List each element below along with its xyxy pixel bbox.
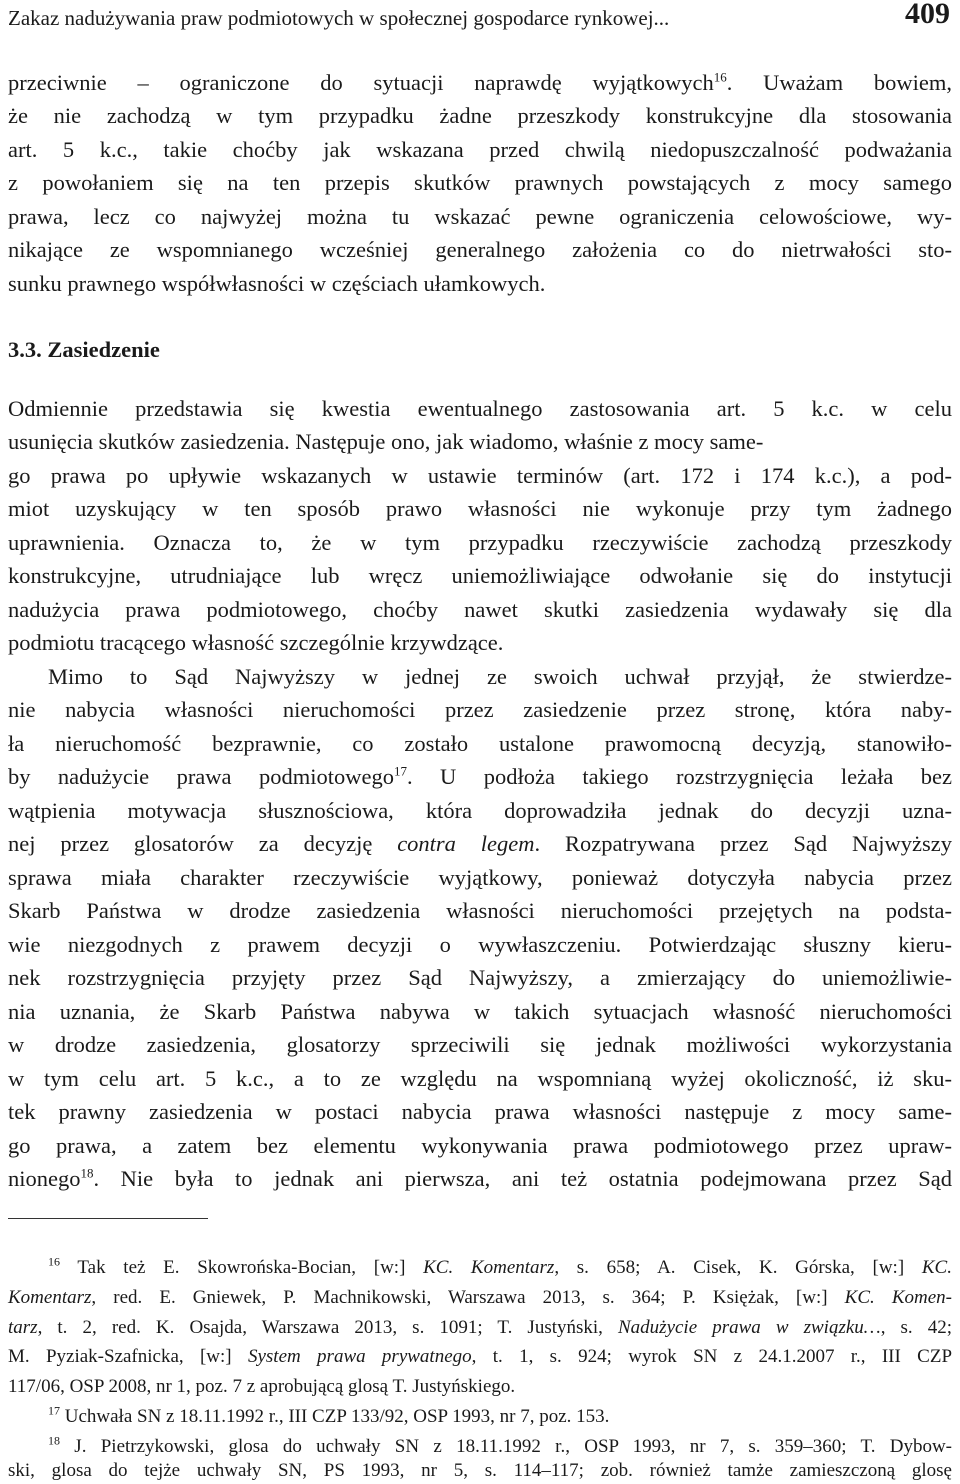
text-line: nek rozstrzygnięcia przyjęty przez Sąd Najwyższy, a zmierzający do uniemożliwie- (8, 965, 952, 990)
text-line: go prawa, a zatem bez elementu wykonywania prawa podmiotowego przez upraw- (8, 1133, 952, 1158)
text-line: sunku prawnego współwłasności w częściach ułamkowych. (8, 271, 546, 296)
text-line: przeciwnie – ograniczone do sytuacji naprawdę wyjątkowych$^{16}$. Uważam bowiem, (8, 69, 952, 95)
text-line: w tym celu art. 5 k.c., a to ze względu na wspomnianą wyżej okoliczność, iż sku- (8, 1066, 952, 1091)
text-line: Mimo to Sąd Najwyższy w jednej ze swoich uchwał przyjął, że stwierdze- (48, 664, 952, 689)
text-line: nikające ze wspomnianego wcześniej generalnego założenia co do nietrwałości sto- (8, 237, 952, 262)
footnote-line: Komentarz, red. E. Gniewek, P. Machnikowski, Warszawa 2013, s. 364; P. Księżak, [w:] KC. Komen- (8, 1287, 952, 1308)
text-line: podmiotu tracącego własność szczególnie krzywdzące. (8, 630, 504, 655)
text-line: nie nabycia własności nieruchomości przez zasiedzenie przez stronę, która naby- (8, 697, 952, 722)
footnote-line: ski, glosa do tejże uchwały SN, PS 1993, nr 5, s. 114–117; zob. również tamże zamieszczoną glosę (8, 1460, 952, 1481)
text-line: że nie zachodzą w tym przypadku żadne przeszkody konstrukcyjne dla stosowania (8, 103, 952, 128)
text-line: usunięcia skutków zasiedzenia. Następuje ono, jak wiadomo, właśnie z mocy same- (8, 429, 764, 454)
text-line: konstrukcyjne, utrudniające lub wręcz uniemożliwiające odwołanie się do instytucji (8, 563, 952, 588)
text-line: uprawnienia. Oznacza to, że w tym przypadku rzeczywiście zachodzą przeszkody (8, 530, 952, 555)
text-line: art. 5 k.c., takie choćby jak wskazana przed chwilą niedopuszczalność podważania (8, 137, 952, 162)
footnote-ref-18[interactable]: 18 (80, 1165, 94, 1181)
footnote-line: tarz, t. 2, red. K. Osajda, Warszawa 2013, s. 1091; T. Justyński, Nadużycie prawa w związku…, s. 42; (8, 1317, 953, 1338)
text-line: Odmiennie przedstawia się kwestia ewentualnego zastosowania art. 5 k.c. w celu (8, 396, 952, 421)
page-number: 409 (905, 0, 950, 30)
text-line: miot uzyskujący w ten sposób prawo własności nie wykonuje przy tym żadnego (8, 496, 952, 521)
footnote-16: $^{16}$ Tak też E. Skowrońska-Bocian, [w:] KC. Komentarz, s. 658; A. Cisek, K. Górska, [w:] KC. (48, 1254, 952, 1278)
text-line: Skarb Państwa w drodze zasiedzenia własności nieruchomości przejętych na podsta- (8, 898, 952, 923)
footnote-line: 117/06, OSP 2008, nr 1, poz. 7 z aprobującą glosą T. Justyńskiego. (8, 1376, 516, 1397)
text-line: tek prawny zasiedzenia w postaci nabycia prawa własności następuje z mocy same- (8, 1099, 952, 1124)
section-heading: 3.3. Zasiedzenie (8, 337, 160, 362)
text-line: wie niezgodnych z prawem decyzji o wywłaszczeniu. Potwierdzając słuszny kieru- (8, 932, 952, 957)
text-line: ła nieruchomość bezprawnie, co zostało ustalone prawomocną decyzją, stanowiło- (8, 731, 952, 756)
text-line: nej przez glosatorów za decyzję contra legem. Rozpatrywana przez Sąd Najwyższy (8, 831, 952, 856)
footnote-number: 16 (48, 1254, 60, 1269)
text-line: nadużycia prawa podmiotowego, choćby nawet skutki zasiedzenia wydawały się dla (8, 597, 952, 622)
text-line: w drodze zasiedzenia, glosatorzy sprzeciwili się jednak możliwości wykorzystania (8, 1032, 952, 1057)
text-line: go prawa po upływie wskazanych w ustawie terminów (art. 172 i 174 k.c.), a pod- (8, 463, 952, 488)
text-line: wątpienia motywacja słusznościowa, która doprowadziła jednak do decyzji uzna- (8, 798, 952, 823)
text-line: by nadużycie prawa podmiotowego$^{17}$. U podłoża takiego rozstrzygnięcia leżała bez (8, 763, 952, 789)
footnote-number: 18 (48, 1433, 60, 1448)
footnote-number: 17 (48, 1403, 60, 1418)
running-header (8, 0, 952, 40)
footnote-17: $^{17}$ Uchwała SN z 18.11.1992 r., III CZP 133/92, OSP 1993, nr 7, poz. 153. (48, 1403, 610, 1427)
footnote-ref-16[interactable]: 16 (713, 69, 727, 85)
footnote-18: $^{18}$ J. Pietrzykowski, glosa do uchwały SN z 18.11.1992 r., OSP 1993, nr 7, s. 359–360; T. Dybow- (48, 1433, 953, 1457)
italic-term: contra legem (397, 831, 535, 856)
footnote-ref-17[interactable]: 17 (393, 763, 407, 779)
footnote-line: M. Pyziak-Szafnicka, [w:] System prawa prywatnego, t. 1, s. 924; wyrok SN z 24.1.2007 r., III CZP (8, 1346, 953, 1367)
running-header-title: Zakaz nadużywania praw podmiotowych w społecznej gospodarce rynkowej... (8, 6, 670, 30)
text-line: z powołaniem się na ten przepis skutków prawnych powstających z mocy samego (8, 170, 952, 195)
text-line: sprawa miała charakter rzeczywiście wyjątkowy, ponieważ dotyczyła nabycia przez (8, 865, 952, 890)
footnote-separator (8, 1218, 208, 1219)
text-line: prawa, lecz co najwyżej można tu wskazać pewne ograniczenia celowościowe, wy- (8, 204, 952, 229)
text-line: nia uznania, że Skarb Państwa nabywa w takich sytuacjach własność nieruchomości (8, 999, 952, 1024)
text-line: nionego$^{18}$. Nie była to jednak ani pierwsza, ani też ostatnia podejmowana przez Sąd (8, 1165, 952, 1191)
